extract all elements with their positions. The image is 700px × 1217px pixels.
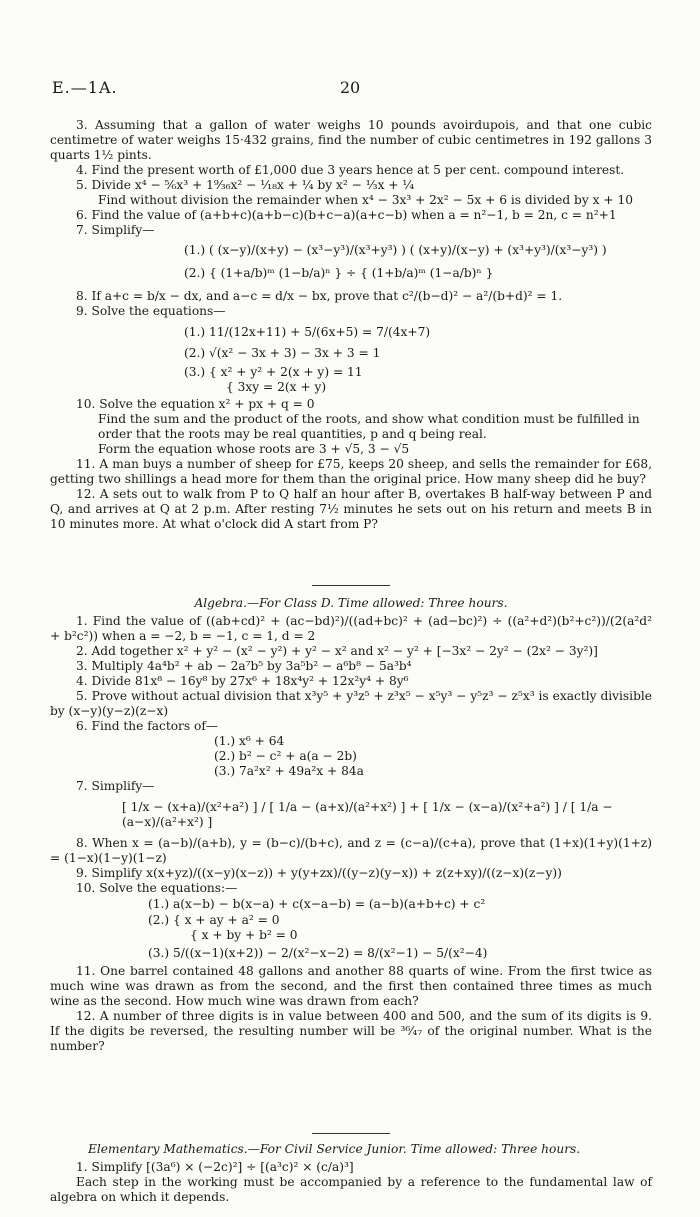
section-heading: Elementary Mathematics.—For Civil Service Junior. Time allowed: Three hours. [88, 1142, 581, 1156]
question-2: 2. Add together x² + y² − (x² − y²) + y² − x² and x² − y² + [−3x² − 2y² − (2x² − 3y²)] [76, 644, 598, 658]
question-8: 8. When x = (a−b)/(a+b), y = (b−c)/(b+c), and z = (c−a)/(c+a), prove that (1+x)(1+y)(1+z) = (1−x)(1−y)(1−z) [50, 836, 652, 865]
question-10-part-b: Form the equation whose roots are 3 + √5, 3 − √5 [98, 442, 410, 456]
question-11: 11. A man buys a number of sheep for £75, keeps 20 sheep, and sells the remainder for £68, getting two shillings a head more for them than the original price. How many sheep did he buy? [50, 457, 652, 486]
document-code: E.—1A. [52, 78, 118, 97]
section-algebra-class-d [50, 575, 652, 1054]
question-10-part-a: Find the sum and the product of the roots, and show what condition must be fulfilled in order that the roots may be real quantities, p and q being real. [98, 412, 640, 441]
question-11: 11. One barrel contained 48 gallons and another 88 quarts of wine. From the first twice as much wine was drawn as from the second, and the first then contained three times as much wine as the second. How much wine was drawn from each? [50, 964, 652, 1008]
question-5: 5. Prove without actual division that x³y⁵ + y³z⁵ + z³x⁵ − x⁵y³ − y⁵z³ − z⁵x³ is exactly divisible by (x−y)(y−z)(z−x) [50, 689, 652, 718]
page-number: 20 [339, 78, 361, 97]
question-4: 4. Find the present worth of £1,000 due 3 years hence at 5 per cent. compound interest. [76, 163, 625, 177]
question-6-part-2: (2.) b² − c² + a(a − 2b) [214, 749, 357, 763]
question-1: 1. Find the value of ((ab+cd)² + (ac−bd)²)/((ad+bc)² + (ad−bc)²) ÷ ((a²+d²)(b²+c²))/(2(a²d² + b²c²)) when a = −2, b = −1, c = 1, d = 2 [50, 614, 652, 643]
question-6: 6. Find the factors of— [76, 719, 219, 733]
question-6: 6. Find the value of (a+b+c)(a+b−c)(b+c−a)(a+c−b) when a = n²−1, b = 2n, c = n²+1 [76, 208, 617, 222]
question-7-expression: [ 1/x − (x+a)/(x²+a²) ] / [ 1/a − (a+x)/(a²+x²) ] + [ 1/x − (x−a)/(x²+a²) ] / [ 1/a − (a−x)/(a²+x²) ] [122, 800, 613, 829]
section-divider [312, 585, 390, 586]
question-9-part-3a: (3.) { x² + y² + 2(x + y) = 11 [184, 365, 363, 379]
question-10-part-3: (3.) 5/((x−1)(x+2)) − 2/(x²−x−2) = 8/(x²−1) − 5/(x²−4) [148, 946, 488, 960]
question-5: 5. Divide x⁴ − ⅚x³ + 1⁹⁄₃₆x² − ⅟₁₈x + ¼ by x² − ⅓x + ¼ [76, 178, 415, 192]
question-9-part-2: (2.) √(x² − 3x + 3) − 3x + 3 = 1 [184, 346, 381, 360]
question-9: 9. Solve the equations— [76, 304, 226, 318]
question-9-part-3b: { 3xy = 2(x + y) [226, 380, 327, 394]
question-10: 10. Solve the equation x² + px + q = 0 [76, 397, 315, 411]
question-4: 4. Divide 81x⁸ − 16y⁸ by 27x⁶ + 18x⁴y² + 12x²y⁴ + 8y⁶ [76, 674, 409, 688]
question-10: 10. Solve the equations:— [76, 881, 238, 895]
question-6-part-3: (3.) 7a²x² + 49a²x + 84a [214, 764, 364, 778]
question-9-part-1: (1.) 11/(12x+11) + 5/(6x+5) = 7/(4x+7) [184, 325, 431, 339]
question-10-part-2a: (2.) { x + ay + a² = 0 [148, 913, 280, 927]
question-10-part-1: (1.) a(x−b) − b(x−a) + c(x−a−b) = (a−b)(a+b+c) + c² [148, 897, 486, 911]
question-12: 12. A sets out to walk from P to Q half an hour after B, overtakes B half-way between P and Q, and arrives at Q at 2 p.m. After resting 7½ minutes he sets out on his return and meets B in 10 minutes more. At what o'clock did A start from P? [50, 487, 652, 531]
page-header [52, 80, 648, 102]
question-6-part-1: (1.) x⁶ + 64 [214, 734, 285, 748]
question-7: 7. Simplify— [76, 223, 155, 237]
question-7: 7. Simplify— [76, 779, 155, 793]
question-9: 9. Simplify x(x+yz)/((x−y)(x−z)) + y(y+zx)/((y−z)(y−x)) + z(z+xy)/((z−x)(z−y)) [76, 866, 562, 880]
question-1-note: Each step in the working must be accompanied by a reference to the fundamental law of algebra on which it depends. [50, 1175, 652, 1204]
question-3: 3. Assuming that a gallon of water weighs 10 pounds avoirdupois, and that one cubic centimetre of water weighs 15·432 grains, find the number of cubic centimetres in 192 gallons 3 quarts 1½ pints. [50, 118, 652, 162]
section-heading: Algebra.—For Class D. Time allowed: Three hours. [194, 596, 508, 610]
question-7-part-1: (1.) ( (x−y)/(x+y) − (x³−y³)/(x³+y³) ) ( (x+y)/(x−y) + (x³+y³)/(x³−y³) ) [184, 243, 607, 257]
question-8: 8. If a+c = b/x − dx, and a−c = d/x − bx, prove that c²/(b−d)² − a²/(b+d)² = 1. [76, 289, 563, 303]
question-7-part-2: (2.) { (1+a/b)ᵐ (1−b/a)ⁿ } ÷ { (1+b/a)ᵐ (1−a/b)ⁿ } [184, 266, 494, 280]
question-1: 1. Simplify [(3a⁶) × (−2c)²] ÷ [(a³c)² × (c/a)³] [76, 1160, 354, 1174]
section-continued-questions [50, 118, 652, 532]
section-elementary-mathematics [50, 1133, 652, 1205]
question-12: 12. A number of three digits is in value between 400 and 500, and the sum of its digits is 9. If the digits be reversed, the resulting number will be ³⁶⁄₄₇ of the original number. What is the number? [50, 1009, 652, 1053]
question-10-part-2b: { x + by + b² = 0 [190, 928, 298, 942]
section-divider [312, 1133, 390, 1134]
question-3: 3. Multiply 4a⁴b² + ab − 2a⁷b⁵ by 3a⁵b² − a⁶b⁸ − 5a³b⁴ [76, 659, 412, 673]
question-5-part-b: Find without division the remainder when x⁴ − 3x³ + 2x² − 5x + 6 is divided by x + 10 [98, 193, 633, 207]
